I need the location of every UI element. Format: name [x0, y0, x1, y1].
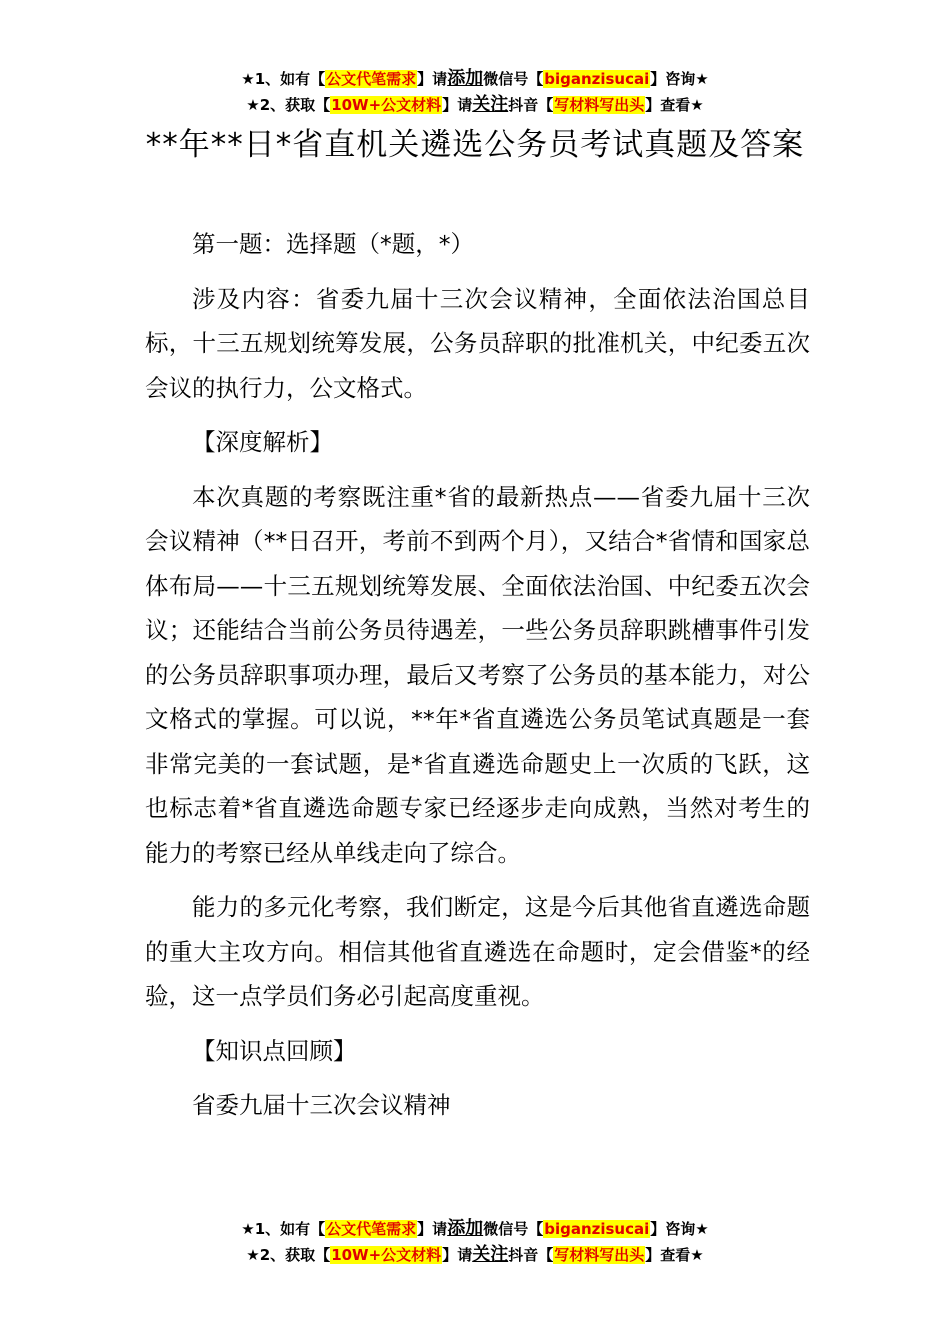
banner-underlined-text: 关注 [472, 1244, 509, 1265]
paragraph: 能力的多元化考察，我们断定，这是今后其他省直遴选命题的重大主攻方向。相信其他省直遴选在命题时，定会借鉴*的经验，这一点学员们务必引起高度重视。 [145, 893, 810, 1010]
banner-highlight: 写材料写出头 [554, 96, 645, 114]
banner-highlight: 10W+公文材料 [331, 1246, 442, 1264]
banner-underlined-text: 关注 [472, 94, 509, 115]
banner-text: 】请 [442, 1246, 473, 1264]
banner-highlight: 公文代笔需求 [326, 1220, 417, 1238]
banner-underlined-text: 添加 [447, 1218, 484, 1239]
header-banner [0, 66, 950, 118]
section-heading: 【深度解析】 [192, 428, 333, 456]
banner-text: 】请 [417, 1220, 448, 1238]
banner-text: ★2、获取【 [246, 96, 331, 114]
banner-text: 】请 [417, 70, 448, 88]
banner-line-2 [0, 92, 950, 118]
banner-line-1 [0, 66, 950, 92]
banner-text: 】查看★ [645, 1246, 704, 1264]
banner-text: 微信号【 [483, 1220, 544, 1238]
banner-highlight: 写材料写出头 [554, 1246, 645, 1264]
paragraph: 省委九届十三次会议精神 [192, 1091, 451, 1119]
document-title: **年**日*省直机关遴选公务员考试真题及答案 [145, 127, 805, 163]
paragraph: 涉及内容：省委九届十三次会议精神，全面依法治国总目标，十三五规划统筹发展，公务员辞职的批准机关，中纪委五次会议的执行力，公文格式。 [145, 284, 810, 402]
banner-text: 抖音【 [508, 1246, 554, 1264]
banner-underlined-text: 添加 [447, 68, 484, 89]
footer-banner [0, 1216, 950, 1268]
banner-text: 】咨询★ [650, 70, 709, 88]
section-heading: 【知识点回顾】 [192, 1036, 357, 1065]
banner-highlight: biganzisucai [544, 1220, 650, 1238]
banner-highlight: 公文代笔需求 [326, 70, 417, 88]
banner-text: 】请 [442, 96, 473, 114]
banner-highlight: 10W+公文材料 [331, 96, 442, 114]
banner-line-2 [0, 1242, 950, 1268]
banner-text: ★1、如有【 [241, 1220, 326, 1238]
banner-text: ★2、获取【 [246, 1246, 331, 1264]
paragraph: 本次真题的考察既注重*省的最新热点——省委九届十三次会议精神（**日召开，考前不到两个月），又结合*省情和国家总体布局——十三五规划统筹发展、全面依法治国、中纪委五次会议；还能结合当前公务员待遇差，一些公务员辞职跳槽事件引发的公务员辞职事项办理，最后又考察了公务员的基本能力，对公文格式的掌握。可以说，**年*省直遴选公务员笔试真题是一套非常完美的一套试题，是*省直遴选命题史上一次质的飞跃，这也标志着*省直遴选命题专家已经逐步走向成熟，当然对考生的能力的考察已经从单线走向了综合。 [145, 482, 810, 867]
banner-text: 】查看★ [645, 96, 704, 114]
document-body [145, 222, 810, 1138]
banner-highlight: biganzisucai [544, 70, 650, 88]
paragraph: 第一题：选择题（*题，*） [192, 230, 474, 258]
banner-text: ★1、如有【 [241, 70, 326, 88]
banner-text: 微信号【 [483, 70, 544, 88]
banner-line-1 [0, 1216, 950, 1242]
banner-text: 】咨询★ [650, 1220, 709, 1238]
banner-text: 抖音【 [508, 96, 554, 114]
